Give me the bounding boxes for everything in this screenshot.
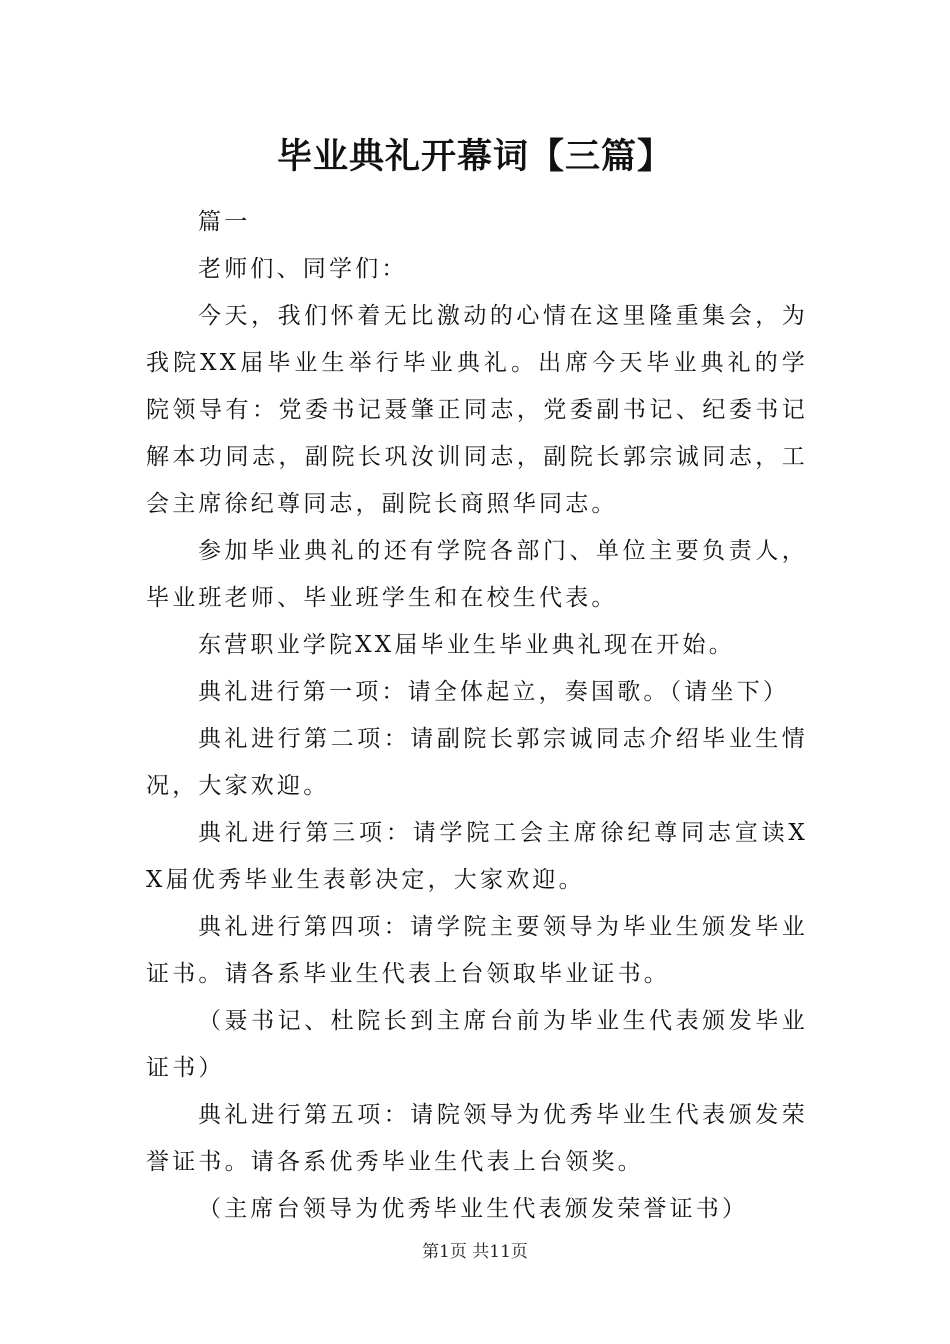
paragraph-note: （聂书记、杜院长到主席台前为毕业生代表颁发毕业证书） [146,1008,808,1081]
paragraph: 典礼进行第一项：请全体起立，奏国歌。（请坐下） [198,679,790,705]
paragraph: 典礼进行第二项：请副院长郭宗诚同志介绍毕业生情况，大家欢迎。 [146,726,808,799]
paragraph: 典礼进行第五项：请院领导为优秀毕业生代表颁发荣誉证书。请各系优秀毕业生代表上台领奖。 [146,1102,808,1175]
section-heading: 篇一 [198,209,251,235]
paragraph: 典礼进行第四项：请学院主要领导为毕业生颁发毕业证书。请各系毕业生代表上台领取毕业证书。 [146,914,808,987]
salutation: 老师们、同学们： [198,256,408,282]
paragraph: 今天，我们怀着无比激动的心情在这里隆重集会，为我院XX届毕业生举行毕业典礼。出席今天毕业典礼的学院领导有：党委书记聂肇正同志，党委副书记、纪委书记解本功同志，副院长巩汝训同志，副院长郭宗诚同志，工会主席徐纪尊同志，副院长商照华同志。 [146,303,808,517]
paragraph-note: （主席台领导为优秀毕业生代表颁发荣誉证书） [198,1196,749,1222]
paragraph: 参加毕业典礼的还有学院各部门、单位主要负责人，毕业班老师、毕业班学生和在校生代表。 [146,538,808,611]
page-title: 毕业典礼开幕词【三篇】 [276,137,673,177]
document-body [146,199,808,1233]
page-number: 第1页 共11页 [422,1242,528,1262]
paragraph: 典礼进行第三项：请学院工会主席徐纪尊同志宣读XX届优秀毕业生表彰决定，大家欢迎。 [146,820,808,893]
paragraph: 东营职业学院XX届毕业生毕业典礼现在开始。 [198,632,735,658]
